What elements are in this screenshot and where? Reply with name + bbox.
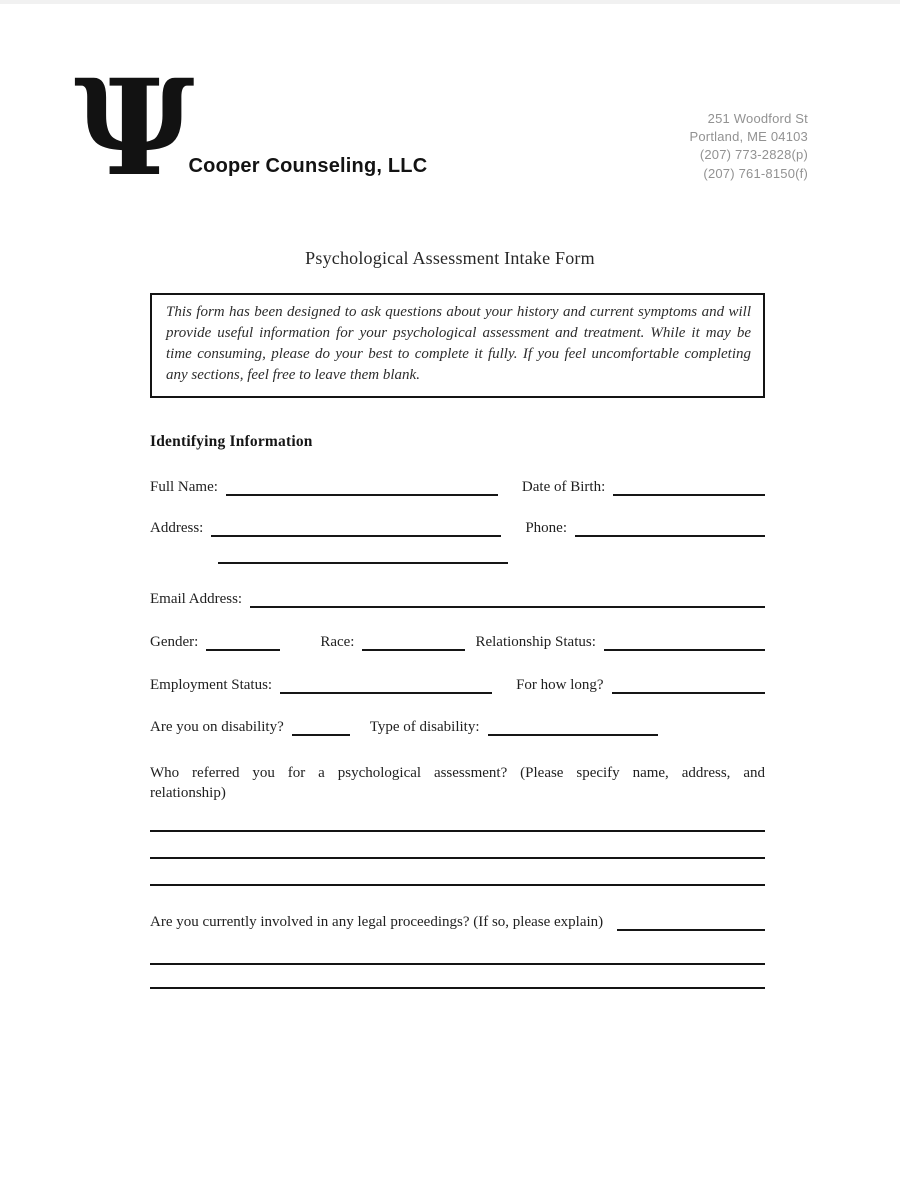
- header: [0, 4, 900, 206]
- referral-question-line2: relationship): [150, 784, 226, 801]
- psi-logo-icon: Ψ: [74, 51, 195, 206]
- referral-answer-lines: [150, 816, 765, 886]
- address-input-line2[interactable]: [218, 561, 508, 564]
- employment-status-input-line[interactable]: [280, 691, 492, 694]
- referral-question: [150, 763, 765, 804]
- row-legal-proceedings: [150, 914, 765, 931]
- phone-label: Phone:: [525, 519, 567, 536]
- email-input-line[interactable]: [250, 605, 765, 608]
- disability-input-line[interactable]: [292, 733, 350, 736]
- for-how-long-input-line[interactable]: [612, 691, 765, 694]
- writing-line[interactable]: [150, 859, 765, 886]
- disability-label: Are you on disability?: [150, 718, 284, 735]
- dob-input-line[interactable]: [613, 493, 765, 496]
- race-input-line[interactable]: [362, 648, 465, 651]
- row-address-phone: [150, 520, 765, 537]
- disability-type-label: Type of disability:: [369, 718, 480, 735]
- contact-block: [689, 110, 808, 183]
- row-fullname-dob: [150, 479, 765, 496]
- address-indent: [150, 561, 210, 564]
- email-label: Email Address:: [150, 590, 243, 607]
- relationship-status-label: Relationship Status:: [475, 633, 596, 650]
- legal-proceedings-input-line[interactable]: [617, 928, 765, 931]
- section-heading-identifying-information: Identifying Information: [150, 432, 313, 450]
- phone-input-line[interactable]: [575, 534, 765, 537]
- race-label: Race:: [320, 633, 355, 650]
- writing-line[interactable]: [150, 965, 765, 989]
- employment-status-label: Employment Status:: [150, 676, 273, 693]
- address-input-line[interactable]: [211, 534, 501, 537]
- for-how-long-label: For how long?: [516, 676, 604, 693]
- dob-label: Date of Birth:: [521, 478, 606, 495]
- relationship-status-input-line[interactable]: [604, 648, 765, 651]
- gender-input-line[interactable]: [206, 648, 280, 651]
- row-gender-race-relationship: [150, 634, 765, 651]
- disability-type-input-line[interactable]: [488, 733, 658, 736]
- row-disability: [150, 719, 765, 736]
- writing-line[interactable]: [150, 931, 765, 965]
- row-address-line2: [150, 561, 765, 564]
- legal-proceedings-label: Are you currently involved in any legal proceedings? (If so, please explain): [150, 914, 604, 931]
- row-email: [150, 591, 765, 608]
- company-name: Cooper Counseling, LLC: [188, 154, 428, 177]
- form-content: [150, 293, 765, 990]
- contact-phone: (207) 773-2828(p): [699, 147, 808, 163]
- full-name-input-line[interactable]: [226, 493, 498, 496]
- gender-label: Gender:: [150, 633, 199, 650]
- form-title: Psychological Assessment Intake Form: [305, 247, 595, 268]
- full-name-label: Full Name:: [150, 478, 218, 495]
- intro-note-box: This form has been designed to ask questions about your history and current symptoms and will provide useful information for your psychological assessment and treatment. While it may be time consuming, please do your best to complete it fully. If you feel uncomfortable completing any sections, feel free to leave them blank.: [150, 293, 765, 398]
- legal-answer-lines: [150, 931, 765, 989]
- company-logo: [74, 51, 428, 206]
- writing-line[interactable]: [150, 832, 765, 859]
- writing-line[interactable]: [150, 816, 765, 832]
- contact-street: 251 Woodford St: [707, 111, 808, 126]
- referral-question-line1: Who referred you for a psychological assessment? (Please specify name, address, and: [150, 764, 765, 781]
- row-employment: [150, 677, 765, 694]
- contact-city: Portland, ME 04103: [689, 129, 808, 145]
- address-label: Address:: [150, 519, 204, 536]
- contact-fax: (207) 761-8150(f): [703, 165, 808, 181]
